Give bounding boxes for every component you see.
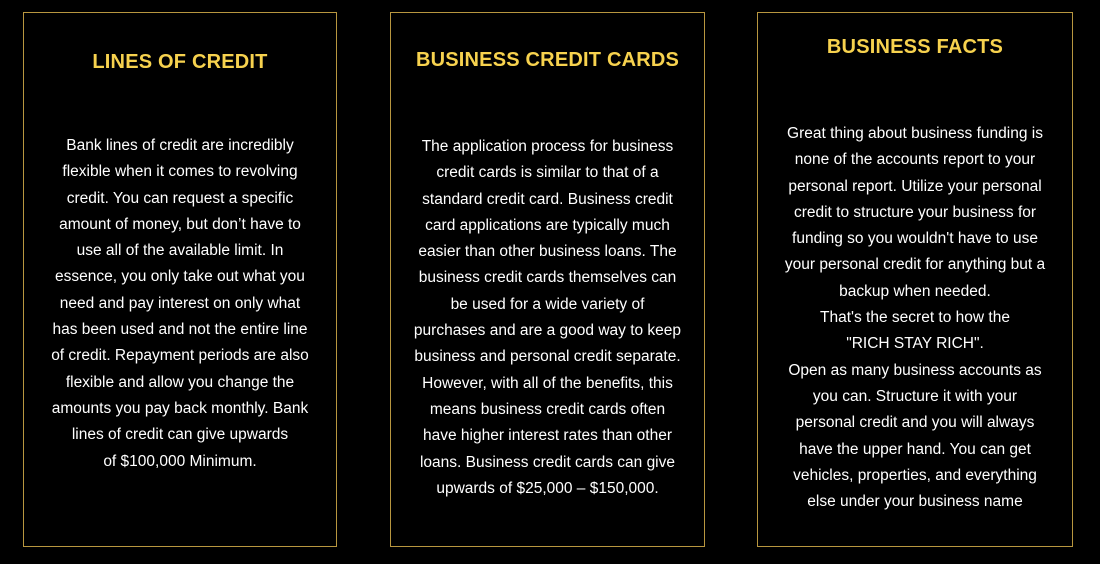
body-line: That's the secret to how the xyxy=(820,309,1010,327)
body-line: "RICH STAY RICH". xyxy=(846,335,984,353)
body-line: credit cards is similar to that of a xyxy=(436,164,659,182)
body-line: lines of credit can give upwards xyxy=(71,426,289,444)
body-line: easier than other business loans. The xyxy=(418,243,677,261)
body-line: credit. You can request a specific xyxy=(66,189,294,207)
body-line: business credit cards themselves can xyxy=(418,269,677,287)
body-line: be used for a wide variety of xyxy=(450,295,645,313)
body-line: of $100,000 Minimum. xyxy=(103,452,257,470)
card-title: BUSINESS CREDIT CARDS xyxy=(415,49,680,71)
body-line: none of the accounts report to your xyxy=(794,151,1036,169)
body-line: credit to structure your business for xyxy=(793,203,1037,221)
body-line: amounts you pay back monthly. Bank xyxy=(51,399,309,417)
body-line: However, with all of the benefits, this xyxy=(422,374,673,392)
body-line: vehicles, properties, and everything xyxy=(793,466,1037,484)
body-line: The application process for business xyxy=(421,138,674,155)
card-body xyxy=(44,133,316,475)
body-line: need and pay interest on only what xyxy=(59,294,301,312)
card-title: BUSINESS FACTS xyxy=(826,36,1004,58)
body-line: upwards of $25,000 – $150,000. xyxy=(436,479,659,497)
card-business-facts xyxy=(757,12,1073,547)
body-line: purchases and are a good way to keep xyxy=(413,322,682,340)
body-line: card applications are typically much xyxy=(425,216,670,234)
body-line: amount of money, but don’t have to xyxy=(59,215,301,233)
body-line: standard credit card. Business credit xyxy=(422,190,673,208)
card-lines-of-credit xyxy=(23,12,337,547)
card-body xyxy=(407,134,688,502)
body-line: you can. Structure it with your xyxy=(812,387,1018,405)
body-line: flexible when it comes to revolving xyxy=(62,163,298,181)
body-line: personal report. Utilize your personal xyxy=(788,177,1042,195)
body-line: of credit. Repayment periods are also xyxy=(51,347,309,365)
body-line: Open as many business accounts as xyxy=(788,361,1042,379)
body-line: Great thing about business funding is xyxy=(787,125,1043,142)
body-line: business and personal credit separate. xyxy=(414,348,681,366)
card-business-credit-cards xyxy=(390,12,705,547)
body-line: have the upper hand. You can get xyxy=(799,440,1031,458)
body-line: else under your business name xyxy=(807,493,1023,511)
body-line: has been used and not the entire line xyxy=(52,321,308,339)
card-title: LINES OF CREDIT xyxy=(92,51,268,73)
body-line: use all of the available limit. In xyxy=(76,242,284,260)
body-line: loans. Business credit cards can give xyxy=(419,453,676,471)
body-line: means business credit cards often xyxy=(429,400,666,418)
body-line: essence, you only take out what you xyxy=(55,268,305,286)
body-line: personal credit and you will always xyxy=(795,414,1035,432)
body-line: flexible and allow you change the xyxy=(65,373,295,391)
body-line: Bank lines of credit are incredibly xyxy=(66,137,294,154)
body-line: backup when needed. xyxy=(839,282,991,300)
card-body xyxy=(776,121,1054,515)
body-line: your personal credit for anything but a xyxy=(784,256,1046,274)
body-line: have higher interest rates than other xyxy=(422,427,672,445)
body-line: funding so you wouldn't have to use xyxy=(792,230,1038,248)
